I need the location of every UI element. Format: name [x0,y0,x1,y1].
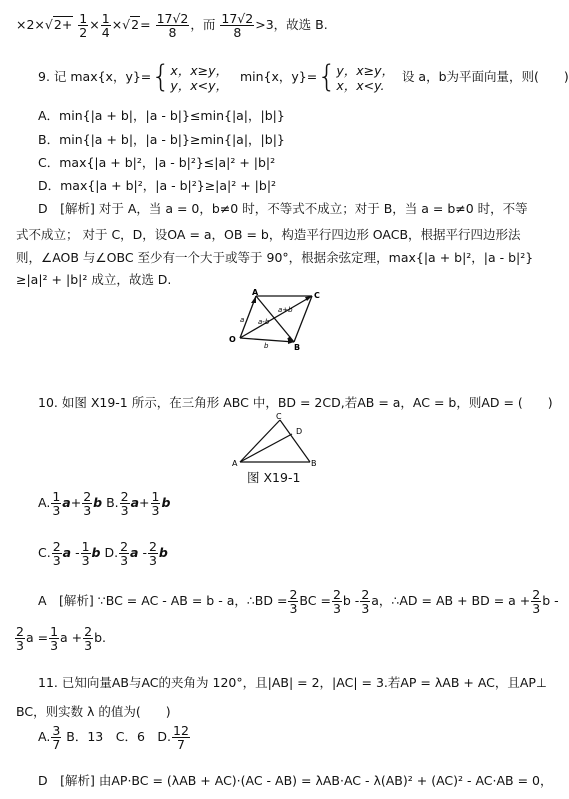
eq-part: ×2× [16,17,45,32]
piecewise-min: y，x≥y， x，x<y. [336,62,394,93]
q9-solution-line4: ≥|a|² + |b|² 成立，故选 D. [16,272,172,287]
q11-options: A. $\frac{3}{7}$ B．13 C．6 D. $\frac{12}{7}$ [38,723,189,752]
fraction: $\frac{1}{2}$ [79,11,88,40]
q11-solution: D [解析] 由AP·BC = (λAB + AC)·(AC - AB) = λAB·AC - λ(AB)² + (AC)² - AC·AB = 0， [38,773,553,788]
q9-option-d: D．max{|a + b|²，|a - b|²}≥|a|² + |b|² [38,178,277,193]
q10-solution-line2: $\frac{2}{3}$ a = $\frac{1}{3}$ a + $\frac{2}{3}$ b. [16,624,106,653]
fraction: $\frac{1}{4}$ [101,11,110,40]
q9-solution-line2: 式不成立； 对于 C，D，设OA = a，OB = b，构造平行四边形 OACB，根据平行四边形法 [16,227,521,242]
figure-caption: 图 X19-1 [247,470,301,485]
point-b-label: B [311,459,317,468]
q9-option-a: A．min{|a + b|，|a - b|}≤min{|a|，|b|} [38,108,285,123]
vector-apb-label: a+b [278,306,293,314]
q11-stem-line1: 11. 已知向量AB与AC的夹角为 120°，且|AB| = 2，|AC| = 3.若AP = λAB + AC，且AP⊥ [38,675,547,690]
q9-solution-line1: D [解析] 对于 A，当 a = 0，b≠0 时，不等式不成立；对于 B，当 a = b≠0 时，不等 [38,201,528,216]
piecewise-max: x，x≥y， y，x<y， [170,62,229,93]
vector-a-label: a [240,316,245,324]
q10-solution-line1: A [解析] ∵BC = AC - AB = b - a，∴BD = $\frac{2}{3}$ BC = $\frac{2}{3}$ b - $\frac{2}{3}$ a，∴AD = AB + BD = a + $\frac{2}{3}$ b - [38,587,559,616]
point-c-label: C [314,291,320,300]
fraction: $\frac{17√2}{8}$ [221,11,254,40]
eq-part: 2+ [53,17,73,32]
vector-amb-label: a-b [258,318,270,326]
point-c-label: C [276,412,282,421]
q10-options-row1: A. $\frac{1}{3}$ a+ $\frac{2}{3}$ b B. $\frac{2}{3}$ a+ $\frac{1}{3}$ b [38,489,171,518]
top-equation: ×2×√2+ $\frac{1}{2}$ × $\frac{1}{4}$ ×√2= $\frac{17√2}{8}$ ，而 $\frac{17√2}{8}$ >3，故选 B. [16,11,328,40]
point-a-label: A [232,459,238,468]
q10-options-row2: C. $\frac{2}{3}$ a - $\frac{1}{3}$ b D. $\frac{2}{3}$ a - $\frac{2}{3}$ b [38,539,168,568]
fraction: $\frac{17√2}{8}$ [156,11,189,40]
point-b-label: B [294,343,301,352]
q9-option-b: B．min{|a + b|，|a - b|}≥min{|a|，|b|} [38,132,285,147]
parallelogram-figure [226,286,326,352]
point-o-label: O [229,335,236,344]
triangle-figure [230,412,320,470]
point-d-label: D [296,427,303,436]
q9-solution-line3: 则，∠AOB 与∠OBC 至少有一个大于或等于 90°，根据余弦定理，max{|a + b|²，|a - b|²} [16,250,534,265]
q9-stem: 9. 记 max{x，y}={ x，x≥y， y，x<y， min{x，y}={ y，x≥y， x，x<y. 设 a，b为平面向量，则( ) [38,59,569,95]
vector-b-label: b [264,342,269,350]
q10-stem: 10. 如图 X19-1 所示，在三角形 ABC 中，BD = 2CD,若AB = a，AC = b，则AD = ( ) [38,395,553,410]
q11-stem-line2: BC，则实数 λ 的值为( ) [16,704,171,719]
point-a-label: A [252,288,259,297]
q9-option-c: C．max{|a + b|²，|a - b|²}≤|a|² + |b|² [38,155,276,170]
